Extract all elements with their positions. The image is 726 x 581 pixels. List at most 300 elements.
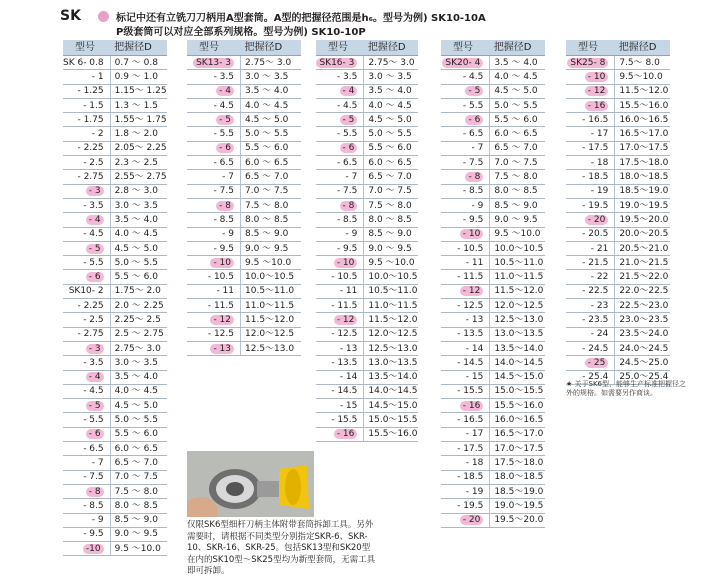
model-number: - 2.5: [83, 314, 104, 325]
model-cell: [441, 70, 490, 84]
table-row: [566, 299, 670, 313]
model-number: - 1.5: [83, 100, 104, 111]
model-number: - 21: [590, 243, 609, 254]
model-number: - 16.5: [582, 114, 609, 125]
model-number: - 4.5: [213, 100, 234, 111]
model-cell: [63, 98, 110, 112]
model-cell: [566, 299, 615, 313]
model-number: - 24: [590, 329, 609, 340]
model-cell: [63, 370, 110, 384]
model-number: - 6: [465, 115, 483, 125]
model-number: - 13: [465, 314, 484, 325]
model-cell: [63, 256, 110, 270]
grip-range-cell: 7.5 ～ 8.0: [490, 170, 545, 184]
model-cell: [187, 198, 241, 212]
model-number: - 6.5: [336, 157, 358, 168]
model-number: - 2.5: [83, 157, 104, 168]
model-number: - 12: [210, 315, 234, 325]
grip-range-cell: 12.5～13.0: [364, 341, 418, 355]
model-number: - 11.5: [457, 272, 484, 283]
model-number: - 14: [339, 372, 358, 383]
table-row: [187, 70, 301, 84]
model-cell: [187, 127, 241, 141]
grip-range-cell: 6.5 ～ 7.0: [364, 170, 418, 184]
model-number: - 7: [222, 172, 234, 183]
grip-range-cell: 12.0～12.5: [241, 327, 302, 341]
model-cell: [441, 484, 490, 498]
table-row: [63, 213, 167, 227]
col-header-range: 把握径D: [615, 40, 670, 56]
table-row: [187, 56, 301, 70]
grip-range-cell: 13.5～14.0: [490, 341, 545, 355]
model-cell: [187, 113, 241, 127]
table-row: [566, 141, 670, 155]
model-cell: [566, 341, 615, 355]
model-cell: [566, 56, 615, 70]
model-cell: [316, 299, 364, 313]
table-row: [63, 413, 167, 427]
table-row: [441, 484, 545, 498]
model-cell: [566, 198, 615, 212]
table-row: [63, 513, 167, 527]
model-number: - 7: [91, 457, 104, 468]
table-row: [441, 84, 545, 98]
model-number: - 3.5: [83, 357, 104, 368]
grip-range-cell: 11.5～12.0: [241, 313, 302, 327]
table-row: [63, 442, 167, 456]
grip-range-cell: 5.0 ～ 5.5: [364, 127, 418, 141]
model-cell: [566, 270, 615, 284]
table-row: [566, 213, 670, 227]
table-row: [187, 113, 301, 127]
model-number: - 6.5: [83, 443, 104, 454]
table-row: [441, 184, 545, 198]
model-cell: [441, 113, 490, 127]
model-cell: [187, 313, 241, 327]
model-cell: [316, 198, 364, 212]
model-cell: [63, 184, 110, 198]
table-row: [566, 127, 670, 141]
table-row: [316, 198, 418, 212]
model-number: - 13: [339, 343, 358, 354]
grip-range-cell: 7.0 ～ 7.5: [364, 184, 418, 198]
model-cell: [566, 213, 615, 227]
grip-range-cell: 17.5～18.0: [490, 456, 545, 470]
table-row: [316, 184, 418, 198]
table-row: [316, 413, 418, 427]
grip-range-cell: 23.5～24.0: [615, 327, 670, 341]
sk13-table: [187, 40, 301, 356]
grip-range-cell: 19.0～19.5: [490, 499, 545, 513]
grip-range-cell: 8.0 ～ 8.5: [364, 213, 418, 227]
model-cell: [441, 284, 490, 298]
table-row: [63, 141, 167, 155]
model-cell: [566, 156, 615, 170]
model-number: - 7.5: [213, 186, 234, 197]
table-row: [566, 170, 670, 184]
grip-range-cell: 24.5～25.0: [615, 356, 670, 370]
model-number: - 8: [86, 487, 104, 497]
grip-range-cell: 0.7 ～ 0.8: [110, 56, 166, 70]
grip-range-cell: 19.5～20.0: [490, 513, 545, 527]
grip-range-cell: 23.0～23.5: [615, 313, 670, 327]
table-row: [63, 270, 167, 284]
model-number: - 15: [339, 400, 358, 411]
sk16-table: [316, 40, 418, 442]
model-cell: [441, 270, 490, 284]
grip-range-cell: 17.0～17.5: [615, 141, 670, 155]
grip-range-cell: 4.0 ～ 4.5: [490, 70, 545, 84]
table-row: [566, 356, 670, 370]
model-cell: [187, 270, 241, 284]
model-cell: [63, 70, 110, 84]
model-number: - 13.5: [457, 329, 484, 340]
table-row: [566, 227, 670, 241]
grip-range-cell: 6.5 ～ 7.0: [110, 456, 166, 470]
model-cell: [441, 413, 490, 427]
model-number: SK25- 8: [567, 58, 608, 68]
model-cell: [187, 341, 241, 355]
model-cell: [441, 170, 490, 184]
model-cell: [566, 141, 615, 155]
model-number: - 8: [216, 201, 234, 211]
grip-range-cell: 22.0～22.5: [615, 284, 670, 298]
model-cell: [441, 456, 490, 470]
model-number: - 14: [465, 343, 484, 354]
table-row: [63, 313, 167, 327]
model-number: - 16: [460, 401, 484, 411]
sk20-table: [441, 40, 545, 528]
model-cell: [566, 313, 615, 327]
model-number: - 7.5: [83, 472, 104, 483]
model-cell: [63, 341, 110, 355]
model-number: - 5.5: [336, 129, 358, 140]
grip-range-cell: 14.5～15.0: [490, 370, 545, 384]
model-number: - 11: [216, 286, 234, 297]
table-row: [441, 70, 545, 84]
model-cell: [316, 84, 364, 98]
grip-range-cell: 1.3 ～ 1.5: [110, 98, 166, 112]
model-cell: [316, 370, 364, 384]
model-number: - 5.5: [462, 100, 484, 111]
table-row: [63, 327, 167, 341]
model-cell: [63, 299, 110, 313]
model-cell: [441, 442, 490, 456]
grip-range-cell: 4.5 ～ 5.0: [364, 113, 418, 127]
model-cell: [63, 313, 110, 327]
model-number: - 19: [590, 186, 609, 197]
table-row: [316, 427, 418, 441]
grip-range-cell: 2.25～ 2.5: [110, 313, 166, 327]
model-number: - 4: [86, 372, 104, 382]
table-row: [187, 284, 301, 298]
table-row: [441, 141, 545, 155]
grip-range-cell: 20.5～21.0: [615, 241, 670, 255]
sk25-table: [566, 40, 670, 385]
col-header-range: 把握径D: [241, 40, 302, 56]
grip-range-cell: 8.5 ～ 9.0: [241, 227, 302, 241]
model-cell: [187, 256, 241, 270]
table-row: [316, 270, 418, 284]
table-row: [316, 327, 418, 341]
grip-range-cell: 10.0～10.5: [364, 270, 418, 284]
grip-range-cell: 6.5 ～ 7.0: [490, 141, 545, 155]
grip-range-cell: 4.5 ～ 5.0: [110, 399, 166, 413]
table-row: [441, 241, 545, 255]
model-number: - 16: [334, 429, 358, 439]
grip-range-cell: 2.0 ～ 2.25: [110, 299, 166, 313]
grip-range-cell: 9.5 ～10.0: [364, 256, 418, 270]
model-number: - 3: [86, 186, 104, 196]
grip-range-cell: 14.0～14.5: [490, 356, 545, 370]
table-row: [63, 184, 167, 198]
grip-range-cell: 21.5～22.0: [615, 270, 670, 284]
model-cell: [441, 299, 490, 313]
grip-range-cell: 7.0 ～ 7.5: [110, 470, 166, 484]
table-row: [566, 341, 670, 355]
model-number: - 9.5: [83, 529, 104, 540]
model-cell: [187, 213, 241, 227]
table-row: [63, 156, 167, 170]
model-cell: [441, 198, 490, 212]
col-header-model: 型号: [441, 40, 490, 56]
model-cell: [441, 341, 490, 355]
grip-range-cell: 1.15～ 1.25: [110, 84, 166, 98]
grip-range-cell: 5.5 ～ 6.0: [241, 141, 302, 155]
model-cell: [316, 270, 364, 284]
grip-range-cell: 9.0 ～ 9.5: [110, 527, 166, 541]
grip-range-cell: 6.0 ～ 6.5: [110, 442, 166, 456]
grip-range-cell: 2.5 ～ 2.75: [110, 327, 166, 341]
table-row: [63, 370, 167, 384]
grip-range-cell: 3.5 ～ 4.0: [490, 56, 545, 70]
model-cell: [187, 156, 241, 170]
grip-range-cell: 9.5 ～10.0: [110, 542, 166, 556]
model-cell: [187, 184, 241, 198]
model-number: - 13: [210, 344, 234, 354]
model-cell: [441, 156, 490, 170]
model-cell: [441, 470, 490, 484]
model-number: - 4.5: [462, 71, 484, 82]
model-cell: [63, 470, 110, 484]
model-number: - 10.5: [331, 272, 358, 283]
grip-range-cell: 22.5～23.0: [615, 299, 670, 313]
grip-range-cell: 17.5～18.0: [615, 156, 670, 170]
model-number: - 14.5: [457, 357, 484, 368]
model-cell: [187, 227, 241, 241]
model-number: - 17: [590, 129, 609, 140]
table-row: [441, 299, 545, 313]
table-row: [566, 327, 670, 341]
model-cell: [441, 184, 490, 198]
model-number: - 5: [340, 115, 358, 125]
table-row: [566, 313, 670, 327]
table-row: [441, 98, 545, 112]
model-cell: [63, 270, 110, 284]
table-row: [63, 56, 167, 70]
table-row: [566, 241, 670, 255]
model-number: - 10.5: [207, 272, 234, 283]
model-number: - 4.5: [83, 386, 104, 397]
table-row: [316, 299, 418, 313]
table-row: [441, 427, 545, 441]
model-number: - 18: [465, 457, 484, 468]
model-number: - 5: [216, 115, 234, 125]
model-cell: [316, 356, 364, 370]
model-cell: [63, 241, 110, 255]
model-number: - 3.5: [336, 71, 358, 82]
grip-range-cell: 5.5 ～ 6.0: [110, 427, 166, 441]
grip-range-cell: 13.0～13.5: [364, 356, 418, 370]
col-header-range: 把握径D: [110, 40, 166, 56]
model-cell: [187, 70, 241, 84]
table-row: [187, 213, 301, 227]
grip-range-cell: 12.0～12.5: [364, 327, 418, 341]
grip-range-cell: 8.0 ～ 8.5: [490, 184, 545, 198]
model-cell: [566, 70, 615, 84]
grip-range-cell: 4.0 ～ 4.5: [110, 227, 166, 241]
grip-range-cell: 21.0～21.5: [615, 256, 670, 270]
model-number: - 17.5: [457, 443, 484, 454]
grip-range-cell: 8.5 ～ 9.0: [490, 198, 545, 212]
model-number: - 23: [590, 300, 609, 311]
grip-range-cell: 5.5 ～ 6.0: [110, 270, 166, 284]
grip-range-cell: 5.0 ～ 5.5: [110, 413, 166, 427]
model-number: - 20: [585, 215, 609, 225]
table-row: [566, 98, 670, 112]
grip-range-cell: 10.5～11.0: [490, 256, 545, 270]
model-cell: [187, 56, 241, 70]
model-cell: [441, 370, 490, 384]
grip-range-cell: 16.0～16.5: [615, 113, 670, 127]
grip-range-cell: 24.0～24.5: [615, 341, 670, 355]
model-cell: [63, 399, 110, 413]
model-number: - 1: [91, 71, 104, 82]
model-number: - 9.5: [462, 214, 484, 225]
grip-range-cell: 5.0 ～ 5.5: [110, 256, 166, 270]
table-row: [63, 484, 167, 498]
model-number: SK16- 3: [316, 58, 357, 68]
model-cell: [63, 484, 110, 498]
model-number: - 6.5: [213, 157, 234, 168]
model-cell: [63, 156, 110, 170]
grip-range-cell: 2.8 ～ 3.0: [110, 184, 166, 198]
table-row: [316, 256, 418, 270]
model-number: - 4: [340, 86, 358, 96]
model-number: - 2.25: [77, 300, 104, 311]
model-cell: [316, 241, 364, 255]
table-row: [441, 170, 545, 184]
grip-range-cell: 10.5～11.0: [241, 284, 302, 298]
grip-range-cell: 3.5 ～ 4.0: [241, 84, 302, 98]
model-cell: [316, 156, 364, 170]
grip-range-cell: 1.8 ～ 2.0: [110, 127, 166, 141]
table-row: [316, 356, 418, 370]
model-cell: [441, 313, 490, 327]
grip-range-cell: 2.75～ 3.0: [241, 56, 302, 70]
grip-range-cell: 1.75～ 2.0: [110, 284, 166, 298]
grip-range-cell: 6.0 ～ 6.5: [364, 156, 418, 170]
model-cell: [316, 127, 364, 141]
model-number: - 22.5: [582, 286, 609, 297]
table-row: [187, 299, 301, 313]
model-cell: [316, 56, 364, 70]
grip-range-cell: 7.0 ～ 7.5: [490, 156, 545, 170]
model-cell: [187, 141, 241, 155]
table-row: [187, 84, 301, 98]
model-number: - 12.5: [207, 329, 234, 340]
table-row: [316, 84, 418, 98]
model-cell: [63, 356, 110, 370]
model-number: - 25.4: [582, 372, 609, 383]
grip-range-cell: 13.5～14.0: [364, 370, 418, 384]
table-row: [63, 356, 167, 370]
table-row: [316, 170, 418, 184]
grip-range-cell: 8.0 ～ 8.5: [241, 213, 302, 227]
table-row: [441, 470, 545, 484]
table-row: [441, 513, 545, 527]
col-header-model: 型号: [316, 40, 364, 56]
model-number: - 9: [471, 200, 484, 211]
model-number: - 23.5: [582, 314, 609, 325]
grip-range-cell: 2.75～ 3.0: [364, 56, 418, 70]
table-row: [316, 213, 418, 227]
model-number: - 2: [91, 129, 104, 140]
model-number: - 2.75: [77, 329, 104, 340]
model-number: - 12: [460, 286, 484, 296]
table-row: [187, 256, 301, 270]
grip-range-cell: 6.0 ～ 6.5: [241, 156, 302, 170]
model-cell: [441, 98, 490, 112]
grip-range-cell: 25.0～25.4: [615, 370, 670, 384]
grip-range-cell: 19.5～20.0: [615, 213, 670, 227]
grip-range-cell: 13.0～13.5: [490, 327, 545, 341]
table-row: [316, 156, 418, 170]
col-header-model: 型号: [566, 40, 615, 56]
model-cell: [63, 513, 110, 527]
model-cell: [316, 213, 364, 227]
grip-range-cell: 15.5～16.0: [364, 427, 418, 441]
grip-range-cell: 16.0～16.5: [490, 413, 545, 427]
table-row: [316, 313, 418, 327]
model-number: - 5.5: [83, 415, 104, 426]
model-cell: [566, 113, 615, 127]
model-cell: [441, 141, 490, 155]
model-cell: [187, 170, 241, 184]
grip-range-cell: 11.0～11.5: [241, 299, 302, 313]
model-number: - 15.5: [457, 386, 484, 397]
grip-range-cell: 2.75～ 3.0: [110, 341, 166, 355]
model-number: - 3.5: [83, 200, 104, 211]
grip-range-cell: 15.5～16.0: [615, 98, 670, 112]
model-cell: [187, 284, 241, 298]
model-cell: [63, 56, 110, 70]
table-row: [187, 198, 301, 212]
grip-range-cell: 2.05～ 2.25: [110, 141, 166, 155]
model-number: - 4.5: [336, 100, 358, 111]
model-cell: [63, 456, 110, 470]
col-header-range: 把握径D: [490, 40, 545, 56]
table-row: [316, 70, 418, 84]
model-cell: [63, 499, 110, 513]
model-cell: [63, 227, 110, 241]
model-cell: [63, 427, 110, 441]
model-cell: [316, 399, 364, 413]
model-number: - 9.5: [213, 243, 234, 254]
model-number: - 24.5: [582, 343, 609, 354]
model-cell: [441, 127, 490, 141]
model-cell: [63, 141, 110, 155]
